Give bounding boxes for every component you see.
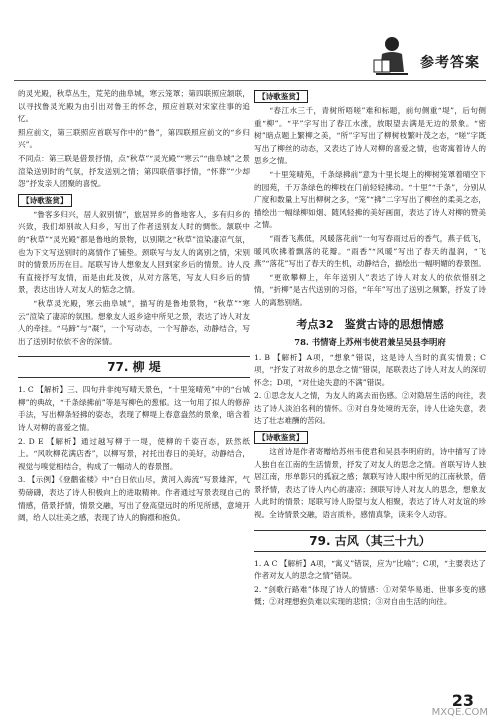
reader-mascot-icon [370,34,412,80]
section-title-77: 77. 柳 堤 [18,356,250,378]
paragraph: “秋草灵光殿，寒云曲阜城”，描写的是鲁地景物，“秋草”“寒云”渲染了凄凉的氛围。想象友人返乡途中所见之景，表达了诗人对友人的牵挂。“马蹄”与“凝”，一个写动态，一个写静态，动静结合，写出了送别时依依不舍的深情。 [18,298,250,346]
section-title-79: 79. 古风（其三十九） [254,530,486,552]
section-tag-poem-appreciation: 【诗歌鉴赏】 [254,431,308,444]
answer-item: 2. “剑歌行路难”体现了诗人的情感：①对荣华易逝、世事多变的感慨；②对理想抱负难以实现的悲愤；③对自由生活的向往。 [254,584,486,607]
page-number: 23 [451,691,474,710]
kaodian-title: 考点32 鉴赏古诗的思想情感 [296,317,444,331]
paragraph: 的灵光殿，秋草丛生，荒芜的曲阜城，寒云笼罩；第四联照应颔联，以寻找鲁灵光殿为由引出对鲁王的怀念，照应首联对宋家往事的追忆。 [18,89,250,124]
watermark: MXQE.COM [431,707,488,718]
header-divider [14,80,486,81]
paragraph: “十里笼晴苑，千条绿拂前”意为十里长堤上的柳树笼罩着晴空下的园苑，千万条绿色的柳枝在门前轻轻拂动。“十里”“千条”，分别从广度和数量上写出柳树之多，“笼”“拂”二字写出了柳丝的柔美之态，描绘出一幅绿柳如烟、随风轻拂的美好画面，表达了诗人对柳的赞美之情。 [254,169,486,230]
paragraph: “鲁客多归兴，居人叙别情”，旅居异乡的鲁地客人，多有归乡的兴致，我们却别故人归乡，写出了作者送别友人时的惆怅。颔联中的“秋草”“灵光殿”都是鲁地的景物，以别期之“秋草”渲染凄凉气氛，也为下文写送别时的离情作了铺垫。颈联写与友人的离别之情，宋别时的情景历历在目。尾联写诗人想象友人回到家乡后的情景。诗人没有直接抒写友情，而是由此及彼，从对方落笔，写友人归乡后的情景，表达出诗人对友人的惦念之情。 [18,209,250,295]
section-title-78: 78. 书情寄上苏州韦使君兼呈吴县李明府 [294,336,446,347]
answer-item: 1. B 【解析】A项，“想象”错误，这是诗人当时的真实情景；C项，“抒发了对故乡的思念之情”错误，尾联表达了诗人对友人的深切怀念；D项，“对仕途失意的不满”错误。 [254,352,486,387]
answer-item: 2. ①思念友人之情，为友人的离去而伤感。②对隐居生活的向往，表达了诗人淡泊名利的情怀。③对自身处境的无奈，诗人仕途失意，表达了壮志难酬的苦闷。 [254,391,486,426]
right-column [254,88,486,610]
answer-item: 3. 【示例】《登鹳雀楼》中“白日依山尽，黄河入海流”写景雄浑，气势磅礴，表达了诗人积极向上的进取精神。作者通过写景表现自己的情感，借景抒情，情景交融，写出了登高望远时的所见所感，意境开阔，给人以壮美之感，表现了诗人的胸襟和抱负。 [18,475,250,523]
section-tag-poem-appreciation: 【诗歌鉴赏】 [18,194,72,207]
section-tag-poem-appreciation: 【诗歌鉴赏】 [254,90,308,103]
page-header-title: 参考答案 [420,55,480,71]
paragraph: 照应前文，第三联照应首联写作中的“鲁”，第四联照应前文的“乡归兴”。 [18,127,250,150]
answer-item: 1. C 【解析】三、四句并非纯写晴天景色，“十里笼晴苑”中的“台城柳”的典故，“千条绿拂前”等是写柳色的葱郁。这一句用了拟人的修辞手法，写出柳条轻拂的姿态，表现了柳堤上春意盎然的景象，暗含着诗人对柳的喜爱之情。 [18,385,250,433]
answer-item: 1. A C 【解析】A项，“寓义”错误，应为“比喻”；C项，“主要表达了作者对友人的思念之情”错误。 [254,558,486,581]
paragraph: “春江水三千，青树所唔嗟”难和标题，前句侧重“堤”，后句侧重“柳”。“平”字写出了春江水涨，放眼望去满是无边的景象。“密树”暗点题上繁柳之美，“所”字写出了柳树枝繁叶茂之态，“嗟”字既写出了柳丝的动态，又表达了诗人对柳的喜爱之情，也寄寓着诗人的思乡之情。 [254,106,486,166]
paragraph: 这首诗是作者寄赠给苏州韦使君和吴县李明府的，诗中描写了诗人独自在江南的生活情景，抒发了对友人的思念之情。首联写诗人独居江南，形单影只的孤寂之感；颔联写诗人眼中所见的江南秋景，借景抒情，表达了诗人内心的凄凉；颈联写诗人对友人的思念，想象友人此时的情景；尾联写诗人盼望与友人相聚，表达了诗人对友谊的珍视。全诗情景交融，语言质朴，感情真挚，读来令人动容。 [254,447,486,520]
answer-item: 2. D E 【解析】通过越写柳于一堤，使柳的千姿百态，跃然纸上。“风吹柳花满店香”，以柳写景，衬托出春日的美好，动静结合，视觉与嗅觉相结合，构成了一幅动人的春景图。 [18,436,250,471]
left-column [18,88,250,526]
paragraph: “雨香飞燕低，风暖落花前”一句写春雨过后的香气，燕子低飞，暖风吹拂着飘落的花瓣。“雨香”“风暖”写出了春天的温润，“飞燕”“落花”写出了春天的生机，动静结合，描绘出一幅明媚的春景图。 [254,233,486,269]
paragraph: 不同点：第三联是借景抒情，点“秋草”“灵光殿”“寒云”“曲阜城”之景渲染送别时的气氛，抒发送别之情；第四联借事抒情，“怀葬”“少却怨”抒发亲人团聚的喜悦。 [18,153,250,189]
paragraph: “更欲攀柳上，年年送别人”表达了诗人对友人的依依惜别之情，“折柳”是古代送别的习俗，“年年”写出了送别之频繁，抒发了诗人的离愁别绪。 [254,272,486,307]
